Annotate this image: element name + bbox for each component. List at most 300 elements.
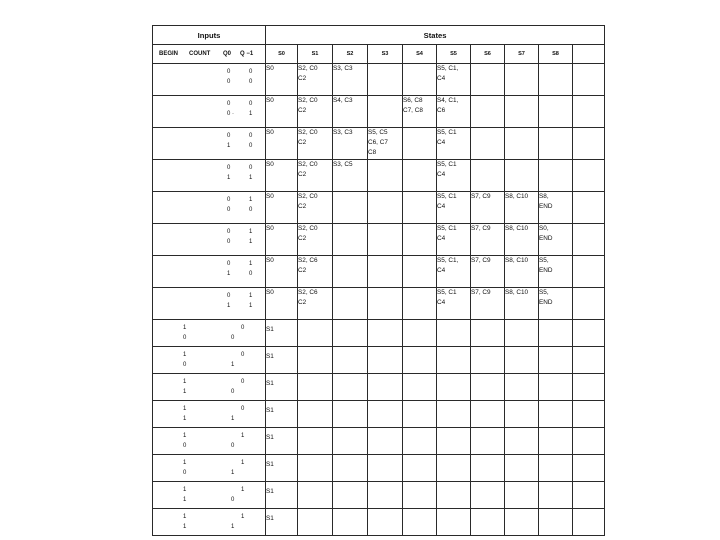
input-value: 0 — [231, 335, 235, 341]
state-cell — [505, 455, 539, 482]
state-entry: S0, — [539, 225, 549, 232]
state-entry: S0 — [266, 193, 274, 200]
input-value: 1 — [249, 175, 253, 181]
state-entry: S1 — [266, 515, 274, 522]
state-cell — [437, 192, 471, 224]
input-value: 1 — [249, 293, 253, 299]
state-column-header: S3 — [368, 45, 403, 64]
state-transition-table — [152, 25, 605, 536]
inputs-cell — [153, 160, 266, 192]
state-cell — [403, 320, 437, 347]
state-cell — [298, 224, 333, 256]
state-cell — [266, 256, 298, 288]
state-cell — [403, 128, 437, 160]
state-cell — [505, 256, 539, 288]
table-row — [153, 256, 605, 288]
state-entry: S0 — [266, 65, 274, 72]
state-cell — [266, 160, 298, 192]
input-value: 0 — [249, 69, 253, 75]
state-cell — [539, 455, 573, 482]
input-value: 0 — [241, 379, 245, 385]
input-value: 1 — [249, 197, 253, 203]
state-cell — [573, 347, 605, 374]
state-entry: C2 — [298, 139, 307, 146]
input-value: 1 — [183, 352, 187, 358]
state-entry: S5, C1, — [437, 65, 459, 72]
state-cell — [505, 192, 539, 224]
input-value: 0 — [241, 406, 245, 412]
state-cell — [266, 192, 298, 224]
input-value: 1 — [241, 514, 245, 520]
inputs-cell — [153, 128, 266, 160]
state-cell — [298, 256, 333, 288]
state-entry: S2, C0 — [298, 193, 318, 200]
input-value: 0 — [227, 207, 231, 213]
state-cell — [573, 192, 605, 224]
input-value: 1 — [183, 514, 187, 520]
state-entry: S2, C0 — [298, 65, 318, 72]
state-cell — [437, 288, 471, 320]
state-entry: S4, C1, — [437, 97, 459, 104]
state-entry: S1 — [266, 353, 274, 360]
state-cell — [298, 320, 333, 347]
state-cell — [403, 288, 437, 320]
group-header-row — [153, 26, 605, 45]
table-row — [153, 509, 605, 536]
state-cell — [333, 192, 368, 224]
state-cell — [471, 128, 505, 160]
state-cell — [573, 224, 605, 256]
state-cell — [368, 347, 403, 374]
input-value: 0 — [227, 101, 231, 107]
state-cell — [298, 482, 333, 509]
state-cell — [539, 160, 573, 192]
input-value: 1 — [183, 487, 187, 493]
state-cell — [333, 455, 368, 482]
state-cell — [333, 401, 368, 428]
table-row — [153, 160, 605, 192]
state-cell — [298, 128, 333, 160]
state-cell — [539, 96, 573, 128]
state-cell — [368, 224, 403, 256]
state-cell — [368, 455, 403, 482]
input-value: 0 — [249, 133, 253, 139]
state-cell — [573, 455, 605, 482]
state-cell — [403, 160, 437, 192]
state-entry: C6 — [437, 107, 446, 114]
state-cell — [437, 256, 471, 288]
state-cell — [403, 347, 437, 374]
inputs-cell — [153, 64, 266, 96]
state-cell — [333, 509, 368, 536]
state-cell — [505, 320, 539, 347]
state-entry: S5, C5 — [368, 129, 388, 136]
state-cell — [333, 96, 368, 128]
state-cell — [539, 64, 573, 96]
q-minus-1-column-header: Q −1 — [240, 51, 254, 57]
state-cell — [437, 482, 471, 509]
input-value: 0 — [183, 443, 187, 449]
state-cell — [368, 401, 403, 428]
state-cell — [368, 428, 403, 455]
state-entry: S2, C0 — [298, 225, 318, 232]
state-cell — [403, 509, 437, 536]
state-cell — [266, 455, 298, 482]
input-value: 1 — [241, 433, 245, 439]
state-entry: S8, C10 — [505, 289, 529, 296]
input-value: 1 — [183, 406, 187, 412]
state-cell — [403, 455, 437, 482]
input-value: 1 — [231, 470, 235, 476]
state-entry: S8, — [539, 193, 549, 200]
state-cell — [471, 64, 505, 96]
state-entry: S8, C10 — [505, 257, 529, 264]
state-cell — [298, 288, 333, 320]
input-value: 0 — [249, 207, 253, 213]
state-cell — [403, 256, 437, 288]
input-value: 1 — [183, 379, 187, 385]
state-entry: S5, — [539, 289, 549, 296]
state-entry: C2 — [298, 107, 307, 114]
state-cell — [368, 64, 403, 96]
state-cell — [437, 96, 471, 128]
state-cell — [539, 288, 573, 320]
input-value: 1 — [231, 416, 235, 422]
state-cell — [333, 482, 368, 509]
state-entry: S0 — [266, 289, 274, 296]
input-value: 0 — [231, 443, 235, 449]
input-value: 0 — [241, 352, 245, 358]
inputs-cell — [153, 192, 266, 224]
state-cell — [403, 401, 437, 428]
state-cell — [505, 482, 539, 509]
input-value: 1 — [183, 389, 187, 395]
input-value: 0 — [249, 271, 253, 277]
state-entry: S3, C3 — [333, 129, 353, 136]
state-cell — [471, 96, 505, 128]
state-entry: C4 — [437, 75, 446, 82]
inputs-cell — [153, 288, 266, 320]
state-cell — [437, 128, 471, 160]
state-cell — [437, 428, 471, 455]
state-cell — [333, 160, 368, 192]
input-value: 1 — [249, 261, 253, 267]
state-cell — [437, 64, 471, 96]
state-cell — [266, 64, 298, 96]
state-cell — [505, 401, 539, 428]
state-cell — [505, 96, 539, 128]
state-cell — [505, 428, 539, 455]
state-column-header: S7 — [505, 45, 539, 64]
state-cell — [298, 64, 333, 96]
state-cell — [298, 374, 333, 401]
state-entry: C8 — [368, 149, 377, 156]
table-row — [153, 224, 605, 256]
inputs-cell — [153, 401, 266, 428]
input-value: 0 — [231, 497, 235, 503]
state-cell — [573, 160, 605, 192]
state-entry: S2, C0 — [298, 129, 318, 136]
state-entry: S6, C8 — [403, 97, 423, 104]
state-cell — [573, 320, 605, 347]
state-cell — [573, 401, 605, 428]
input-value: 1 — [227, 143, 231, 149]
begin-column-header: BEGIN — [159, 51, 179, 57]
input-value: 1 — [183, 416, 187, 422]
state-cell — [437, 401, 471, 428]
state-entry: S0 — [266, 129, 274, 136]
input-value: 1 — [183, 524, 187, 530]
state-cell — [368, 509, 403, 536]
state-cell — [333, 224, 368, 256]
state-cell — [368, 128, 403, 160]
state-entry: C6, C7 — [368, 139, 388, 146]
state-cell — [368, 96, 403, 128]
state-cell — [539, 347, 573, 374]
state-entry: S8, C10 — [505, 193, 529, 200]
state-entry: S5, C1 — [437, 225, 457, 232]
state-entry: END — [539, 299, 553, 306]
state-cell — [266, 482, 298, 509]
table-row — [153, 401, 605, 428]
state-entry: C4 — [437, 203, 446, 210]
states-group-header: States — [266, 26, 605, 45]
state-cell — [403, 482, 437, 509]
state-entry: S7, C9 — [471, 257, 491, 264]
state-entry: C2 — [298, 203, 307, 210]
state-cell — [266, 224, 298, 256]
state-cell — [437, 320, 471, 347]
table-row — [153, 64, 605, 96]
state-cell — [539, 256, 573, 288]
state-cell — [471, 401, 505, 428]
state-entry: S5, C1 — [437, 193, 457, 200]
state-cell — [539, 509, 573, 536]
input-value: 1 — [249, 303, 253, 309]
input-value: 0 — [227, 197, 231, 203]
inputs-cell — [153, 374, 266, 401]
state-entry: S0 — [266, 257, 274, 264]
state-cell — [333, 256, 368, 288]
input-value: 1 — [249, 239, 253, 245]
state-entry: C2 — [298, 267, 307, 274]
state-entry: C4 — [437, 171, 446, 178]
state-entry: S0 — [266, 161, 274, 168]
state-cell — [403, 64, 437, 96]
state-cell — [505, 128, 539, 160]
state-cell — [471, 347, 505, 374]
state-cell — [403, 224, 437, 256]
state-cell — [298, 192, 333, 224]
state-cell — [368, 374, 403, 401]
state-cell — [266, 428, 298, 455]
state-entry: S5, C1 — [437, 161, 457, 168]
state-cell — [437, 455, 471, 482]
input-value: 1 — [227, 303, 231, 309]
table-row — [153, 96, 605, 128]
state-cell — [573, 64, 605, 96]
input-value: 0 — [227, 293, 231, 299]
input-value: 0 — [183, 335, 187, 341]
input-value: 0 — [227, 261, 231, 267]
input-value: 0 — [183, 362, 187, 368]
input-value: 0 · — [227, 111, 235, 117]
state-cell — [573, 96, 605, 128]
state-cell — [471, 509, 505, 536]
input-value: 1 — [227, 175, 231, 181]
state-cell — [266, 509, 298, 536]
state-cell — [539, 374, 573, 401]
inputs-column-headers — [153, 45, 266, 64]
state-cell — [368, 320, 403, 347]
q0-column-header: Q0 — [223, 51, 232, 57]
state-cell — [471, 288, 505, 320]
state-entry: S2, C6 — [298, 257, 318, 264]
state-cell — [298, 96, 333, 128]
input-value: 0 — [249, 165, 253, 171]
state-entry: C2 — [298, 299, 307, 306]
state-entry: S2, C0 — [298, 161, 318, 168]
table-row — [153, 374, 605, 401]
state-cell — [505, 64, 539, 96]
state-cell — [333, 128, 368, 160]
input-value: 0 — [227, 133, 231, 139]
state-column-header — [573, 45, 605, 64]
state-cell — [266, 401, 298, 428]
state-cell — [368, 192, 403, 224]
state-cell — [505, 347, 539, 374]
inputs-cell — [153, 482, 266, 509]
input-value: 1 — [249, 229, 253, 235]
state-cell — [437, 160, 471, 192]
state-cell — [573, 428, 605, 455]
state-column-header: S6 — [471, 45, 505, 64]
state-column-header: S5 — [437, 45, 471, 64]
input-value: 1 — [183, 497, 187, 503]
state-entry: S3, C5 — [333, 161, 353, 168]
state-cell — [539, 428, 573, 455]
state-entry: C4 — [437, 299, 446, 306]
state-column-header: S4 — [403, 45, 437, 64]
state-cell — [539, 224, 573, 256]
table-row — [153, 455, 605, 482]
state-cell — [505, 288, 539, 320]
table-row — [153, 320, 605, 347]
input-value: 1 — [183, 460, 187, 466]
state-cell — [298, 428, 333, 455]
input-value: 1 — [241, 487, 245, 493]
state-entry: S5, C1, — [437, 257, 459, 264]
inputs-cell — [153, 455, 266, 482]
state-cell — [505, 374, 539, 401]
input-value: 1 — [227, 271, 231, 277]
state-cell — [333, 64, 368, 96]
state-cell — [505, 160, 539, 192]
state-cell — [298, 455, 333, 482]
state-entry: S0 — [266, 97, 274, 104]
state-cell — [333, 428, 368, 455]
table-row — [153, 288, 605, 320]
state-entry: S1 — [266, 407, 274, 414]
state-entry: END — [539, 203, 553, 210]
input-value: 1 — [249, 111, 253, 117]
state-entry: S7, C9 — [471, 193, 491, 200]
state-cell — [573, 128, 605, 160]
input-value: 0 — [249, 101, 253, 107]
state-entry: S3, C3 — [333, 65, 353, 72]
state-entry: S7, C9 — [471, 225, 491, 232]
state-cell — [298, 401, 333, 428]
state-cell — [368, 256, 403, 288]
inputs-cell — [153, 320, 266, 347]
state-entry: S2, C6 — [298, 289, 318, 296]
state-cell — [539, 401, 573, 428]
state-entry: S1 — [266, 380, 274, 387]
column-header-row — [153, 45, 605, 64]
state-cell — [403, 96, 437, 128]
input-value: 1 — [183, 433, 187, 439]
input-value: 0 — [249, 143, 253, 149]
state-cell — [539, 192, 573, 224]
count-column-header: COUNT — [189, 51, 211, 57]
state-entry: C4 — [437, 235, 446, 242]
state-cell — [471, 482, 505, 509]
input-value: 1 — [183, 325, 187, 331]
state-cell — [266, 128, 298, 160]
inputs-cell — [153, 509, 266, 536]
state-cell — [333, 347, 368, 374]
state-cell — [437, 347, 471, 374]
state-cell — [505, 509, 539, 536]
state-cell — [471, 160, 505, 192]
state-entry: C2 — [298, 75, 307, 82]
inputs-cell — [153, 428, 266, 455]
inputs-cell — [153, 96, 266, 128]
input-value: 1 — [231, 524, 235, 530]
input-value: 0 — [227, 79, 231, 85]
state-cell — [266, 320, 298, 347]
input-value: 1 — [231, 362, 235, 368]
state-column-header: S8 — [539, 45, 573, 64]
state-entry: S4, C3 — [333, 97, 353, 104]
state-entry: S2, C0 — [298, 97, 318, 104]
table-row — [153, 482, 605, 509]
state-cell — [437, 224, 471, 256]
state-cell — [471, 224, 505, 256]
state-cell — [573, 256, 605, 288]
table-row — [153, 347, 605, 374]
state-cell — [368, 482, 403, 509]
state-cell — [573, 509, 605, 536]
state-entry: S5, C1 — [437, 289, 457, 296]
state-cell — [266, 96, 298, 128]
state-entry: S7, C9 — [471, 289, 491, 296]
state-cell — [368, 160, 403, 192]
state-cell — [298, 160, 333, 192]
state-column-header: S2 — [333, 45, 368, 64]
inputs-cell — [153, 256, 266, 288]
input-value: 0 — [183, 470, 187, 476]
state-entry: S5, — [539, 257, 549, 264]
state-cell — [437, 509, 471, 536]
state-entry: C2 — [298, 171, 307, 178]
state-cell — [437, 374, 471, 401]
table-row — [153, 428, 605, 455]
state-cell — [403, 428, 437, 455]
state-cell — [471, 428, 505, 455]
state-cell — [471, 455, 505, 482]
state-cell — [573, 482, 605, 509]
